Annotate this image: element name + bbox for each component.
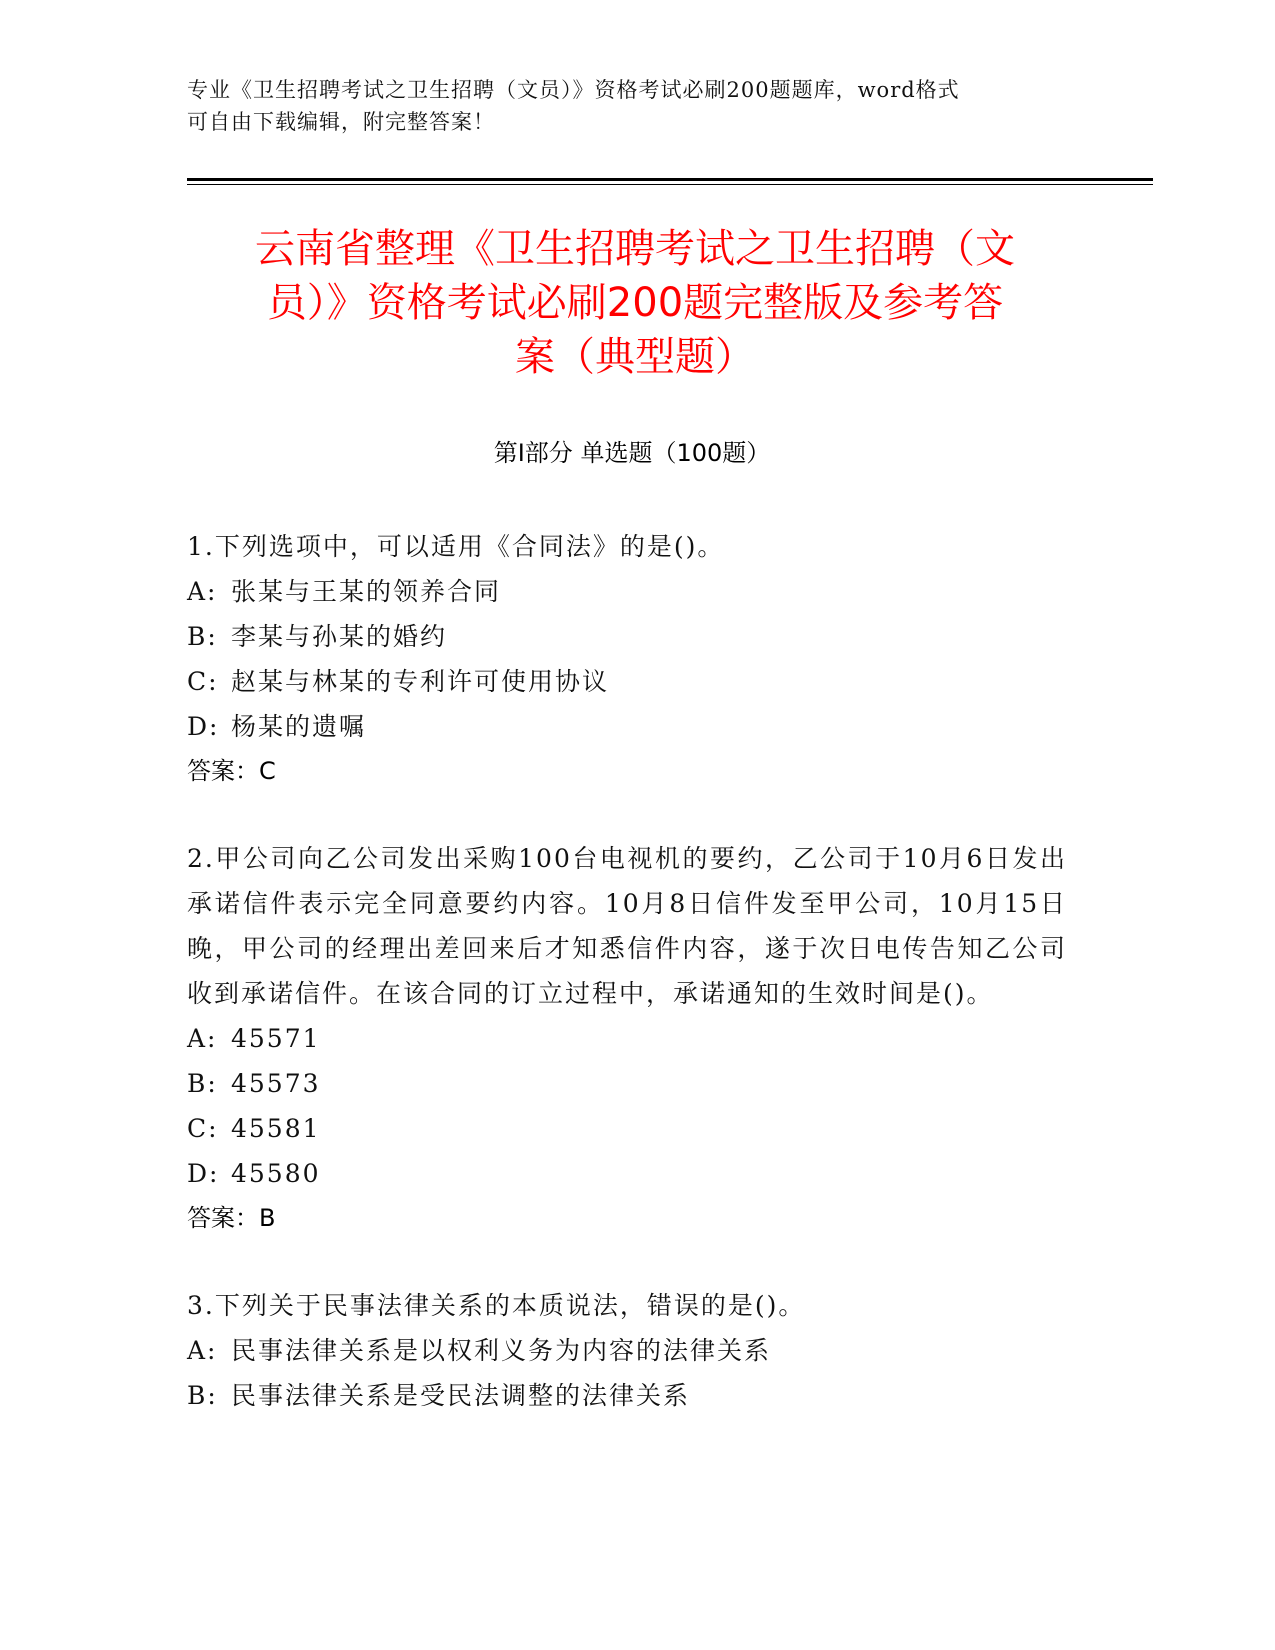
answer-label: 答案：C <box>187 757 276 785</box>
question-stem: 2.甲公司向乙公司发出采购100台电视机的要约，乙公司于10月6日发出承诺信件表示完全同意要约内容。10月8日信件发至甲公司，10月15日晚，甲公司的经理出差回来后才知悉信件内容，遂于次日电传告知乙公司收到承诺信件。在该合同的订立过程中，承诺通知的生效时间是()。 <box>187 844 1067 1008</box>
option-key: A: <box>187 1336 218 1365</box>
document-title-line1: 云南省整理《卫生招聘考试之卫生招聘（文 <box>255 226 1015 272</box>
question-stem: 1.下列选项中，可以适用《合同法》的是()。 <box>187 532 725 561</box>
option-text: 45580 <box>231 1159 321 1188</box>
header-divider-thick <box>187 178 1153 181</box>
question-2 <box>187 836 1067 1241</box>
document-title <box>190 222 1080 384</box>
option-text: 45573 <box>231 1069 321 1098</box>
section-title: 第Ⅰ部分 单选题（100题） <box>493 439 771 467</box>
option-text: 民事法律关系是以权利义务为内容的法律关系 <box>231 1336 772 1365</box>
option-text: 张某与王某的领养合同 <box>231 577 502 606</box>
option-text: 李某与孙某的婚约 <box>231 622 448 651</box>
header-note-line2: 可自由下载编辑，附完整答案！ <box>187 110 495 134</box>
option-key: D: <box>187 1159 220 1188</box>
option-d <box>187 704 1067 749</box>
header-note-line1: 专业《卫生招聘考试之卫生招聘（文员）》资格考试必刷200题题库，word格式 <box>187 78 960 102</box>
answer-label: 答案：B <box>187 1204 276 1232</box>
question-3 <box>187 1283 1067 1418</box>
option-a <box>187 1328 1067 1373</box>
option-text: 杨某的遗嘱 <box>231 712 367 741</box>
option-b <box>187 614 1067 659</box>
option-key: C: <box>187 1114 219 1143</box>
option-d <box>187 1151 1067 1196</box>
option-key: A: <box>187 1024 218 1053</box>
option-key: C: <box>187 667 219 696</box>
option-c <box>187 1106 1067 1151</box>
question-1 <box>187 524 1067 794</box>
option-c <box>187 659 1067 704</box>
option-key: B: <box>187 1381 218 1410</box>
option-b <box>187 1373 1067 1418</box>
document-title-line2: 员）》资格考试必刷200题完整版及参考答 <box>266 280 1004 326</box>
option-text: 45581 <box>231 1114 321 1143</box>
option-text: 赵某与林某的专利许可使用协议 <box>231 667 610 696</box>
option-text: 民事法律关系是受民法调整的法律关系 <box>231 1381 691 1410</box>
header-note <box>187 74 1077 138</box>
question-list <box>187 524 1067 1460</box>
option-a <box>187 1016 1067 1061</box>
option-key: B: <box>187 622 218 651</box>
question-stem: 3.下列关于民事法律关系的本质说法，错误的是()。 <box>187 1291 806 1320</box>
option-text: 45571 <box>231 1024 321 1053</box>
document-title-line3: 案（典型题） <box>515 334 755 380</box>
header-divider-thin <box>187 184 1153 185</box>
option-key: A: <box>187 577 218 606</box>
option-key: D: <box>187 712 220 741</box>
option-a <box>187 569 1067 614</box>
option-key: B: <box>187 1069 218 1098</box>
option-b <box>187 1061 1067 1106</box>
